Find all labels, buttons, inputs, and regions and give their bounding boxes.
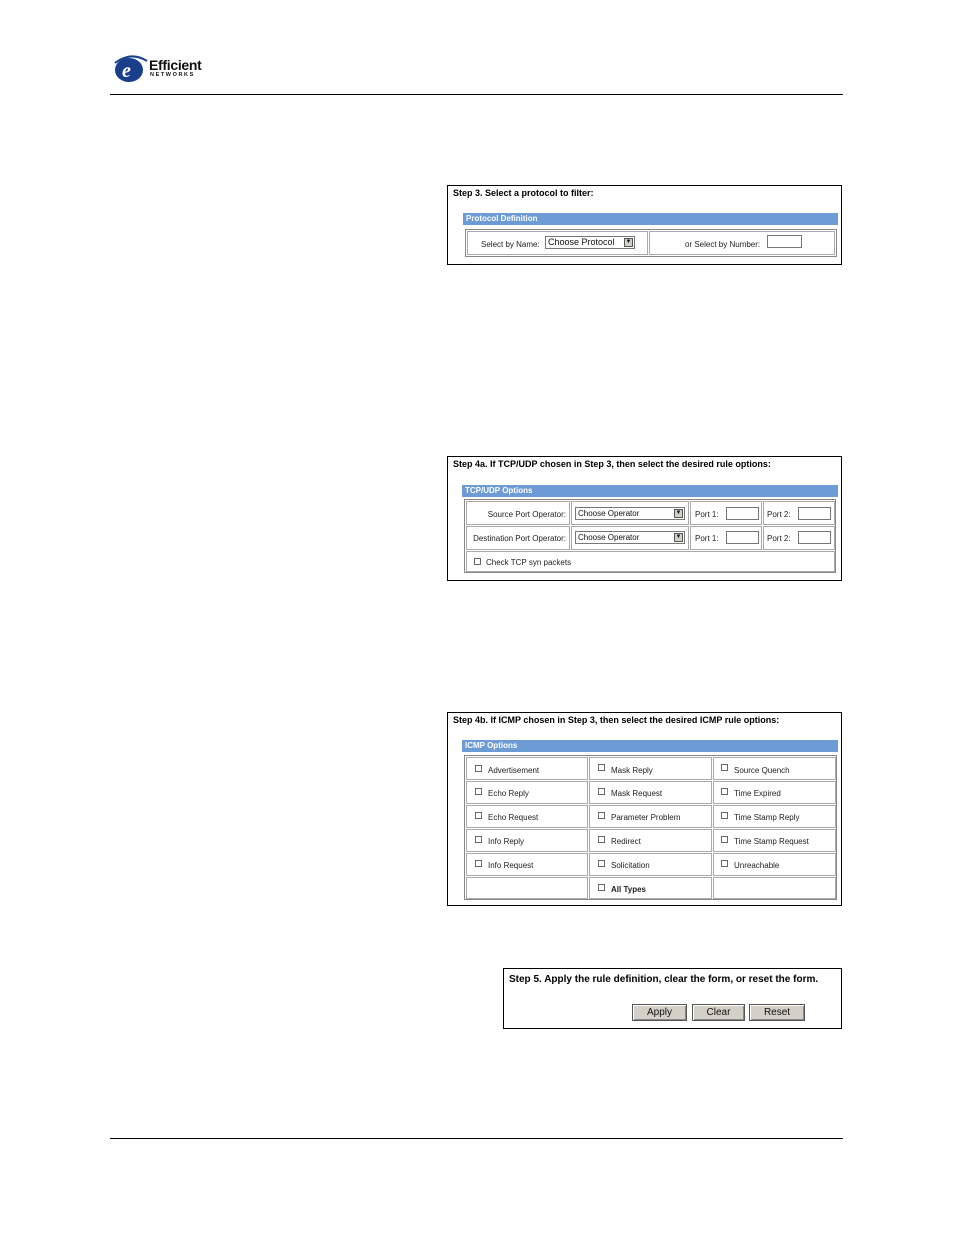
source-port2-input[interactable] xyxy=(798,507,831,520)
source-operator-cell xyxy=(571,501,689,525)
select-by-name-cell xyxy=(467,231,648,255)
icmp-label: Info Request xyxy=(488,861,534,870)
source-operator-select[interactable] xyxy=(575,507,685,520)
step4b-title: Step 4b. If ICMP chosen in Step 3, then select the desired ICMP rule options: xyxy=(453,715,780,725)
step3-panel xyxy=(447,185,842,265)
icmp-label: Echo Request xyxy=(488,813,539,822)
syn-packets-label: Check TCP syn packets xyxy=(486,558,572,567)
source-port1-label: Port 1: xyxy=(695,510,719,519)
dest-port-label-cell xyxy=(466,526,570,550)
icmp-options-grid xyxy=(464,755,837,900)
icmp-cell xyxy=(713,781,836,804)
source-port2-cell xyxy=(763,501,835,525)
chevron-down-icon: ▼ xyxy=(625,239,632,245)
icmp-checkbox-time-stamp-reply[interactable] xyxy=(721,812,728,819)
icmp-cell xyxy=(589,853,712,876)
dest-port-label: Destination Port Operator: xyxy=(473,534,566,543)
efficient-networks-logo xyxy=(113,53,223,85)
source-port2-label: Port 2: xyxy=(767,510,791,519)
protocol-select[interactable] xyxy=(545,236,635,249)
icmp-checkbox-redirect[interactable] xyxy=(598,836,605,843)
icmp-checkbox-info-request[interactable] xyxy=(475,860,482,867)
icmp-empty-cell xyxy=(466,877,588,899)
icmp-label: Mask Request xyxy=(611,789,663,798)
icmp-cell xyxy=(466,757,588,780)
icmp-cell xyxy=(713,757,836,780)
icmp-cell xyxy=(589,877,712,899)
step4a-panel xyxy=(447,456,842,581)
logo-name: Efficient xyxy=(149,57,202,73)
protocol-definition-header: Protocol Definition xyxy=(463,213,838,225)
protocol-definition-grid xyxy=(465,229,837,257)
dest-operator-value: Choose Operator xyxy=(578,533,640,542)
step5-title: Step 5. Apply the rule definition, clear the form, or reset the form. xyxy=(509,974,819,985)
dest-port2-cell xyxy=(763,526,835,550)
footer-rule xyxy=(110,1138,843,1139)
step4a-title: Step 4a. If TCP/UDP chosen in Step 3, then select the desired rule options: xyxy=(453,459,771,469)
apply-button[interactable]: Apply xyxy=(632,1004,687,1021)
chevron-down-icon: ▼ xyxy=(675,510,682,516)
icmp-label: Advertisement xyxy=(488,766,540,775)
icmp-label: Time Stamp Request xyxy=(734,837,809,846)
header-rule xyxy=(110,94,843,95)
icmp-cell xyxy=(589,805,712,828)
clear-button[interactable]: Clear xyxy=(692,1004,745,1021)
chevron-down-icon: ▼ xyxy=(675,534,682,540)
dest-port1-cell xyxy=(690,526,762,550)
icmp-cell xyxy=(466,805,588,828)
tcp-udp-options-grid xyxy=(464,499,836,573)
icmp-cell xyxy=(466,781,588,804)
icmp-label: Source Quench xyxy=(734,766,790,775)
icmp-checkbox-time-expired[interactable] xyxy=(721,788,728,795)
source-port-label-cell xyxy=(466,501,570,525)
svg-text:e: e xyxy=(122,60,131,82)
icmp-label: Parameter Problem xyxy=(611,813,681,822)
icmp-empty-cell xyxy=(713,877,836,899)
icmp-label: Redirect xyxy=(611,837,641,846)
icmp-cell xyxy=(589,829,712,852)
icmp-checkbox-unreachable[interactable] xyxy=(721,860,728,867)
icmp-checkbox-info-reply[interactable] xyxy=(475,836,482,843)
icmp-cell xyxy=(466,829,588,852)
icmp-cell xyxy=(589,757,712,780)
icmp-cell xyxy=(713,829,836,852)
icmp-label: Unreachable xyxy=(734,861,780,870)
icmp-checkbox-parameter-problem[interactable] xyxy=(598,812,605,819)
icmp-checkbox-solicitation[interactable] xyxy=(598,860,605,867)
protocol-select-value: Choose Protocol xyxy=(548,237,615,247)
dest-port1-label: Port 1: xyxy=(695,534,719,543)
icmp-cell xyxy=(466,853,588,876)
tcp-udp-options-header: TCP/UDP Options xyxy=(462,485,838,497)
source-port-label: Source Port Operator: xyxy=(487,510,566,519)
icmp-cell xyxy=(713,853,836,876)
icmp-all-types-label: All Types xyxy=(611,885,646,894)
icmp-checkbox-source-quench[interactable] xyxy=(721,764,728,771)
icmp-label: Solicitation xyxy=(611,861,650,870)
icmp-checkbox-time-stamp-request[interactable] xyxy=(721,836,728,843)
select-by-number-label: or Select by Number: xyxy=(685,240,761,249)
step5-panel xyxy=(503,968,842,1029)
icmp-cell xyxy=(589,781,712,804)
icmp-label: Time Expired xyxy=(734,789,781,798)
icmp-label: Info Reply xyxy=(488,837,525,846)
icmp-checkbox-echo-request[interactable] xyxy=(475,812,482,819)
dest-port2-input[interactable] xyxy=(798,531,831,544)
step3-title: Step 3. Select a protocol to filter: xyxy=(453,188,594,198)
reset-button[interactable]: Reset xyxy=(749,1004,805,1021)
dest-operator-select[interactable] xyxy=(575,531,685,544)
icmp-checkbox-mask-request[interactable] xyxy=(598,788,605,795)
icmp-cell xyxy=(713,805,836,828)
source-operator-value: Choose Operator xyxy=(578,509,640,518)
step4b-panel xyxy=(447,712,842,906)
efficient-e-icon xyxy=(113,53,149,85)
source-port1-input[interactable] xyxy=(726,507,759,520)
icmp-label: Time Stamp Reply xyxy=(734,813,800,822)
select-by-number-cell xyxy=(649,231,835,255)
icmp-checkbox-advertisement[interactable] xyxy=(475,765,482,772)
dest-operator-cell xyxy=(571,526,689,550)
protocol-number-input[interactable] xyxy=(767,235,802,248)
icmp-checkbox-echo-reply[interactable] xyxy=(475,788,482,795)
select-by-name-label: Select by Name: xyxy=(481,240,540,249)
dest-port1-input[interactable] xyxy=(726,531,759,544)
icmp-checkbox-all-types[interactable] xyxy=(598,884,605,891)
dest-port2-label: Port 2: xyxy=(767,534,791,543)
logo-sub: NETWORKS xyxy=(150,72,195,78)
icmp-label: Echo Reply xyxy=(488,789,529,798)
syn-packets-cell xyxy=(466,551,835,572)
syn-packets-checkbox[interactable] xyxy=(474,558,481,565)
source-port1-cell xyxy=(690,501,762,525)
icmp-checkbox-mask-reply[interactable] xyxy=(598,764,605,771)
icmp-label: Mask Reply xyxy=(611,766,653,775)
icmp-options-header: ICMP Options xyxy=(462,740,838,752)
